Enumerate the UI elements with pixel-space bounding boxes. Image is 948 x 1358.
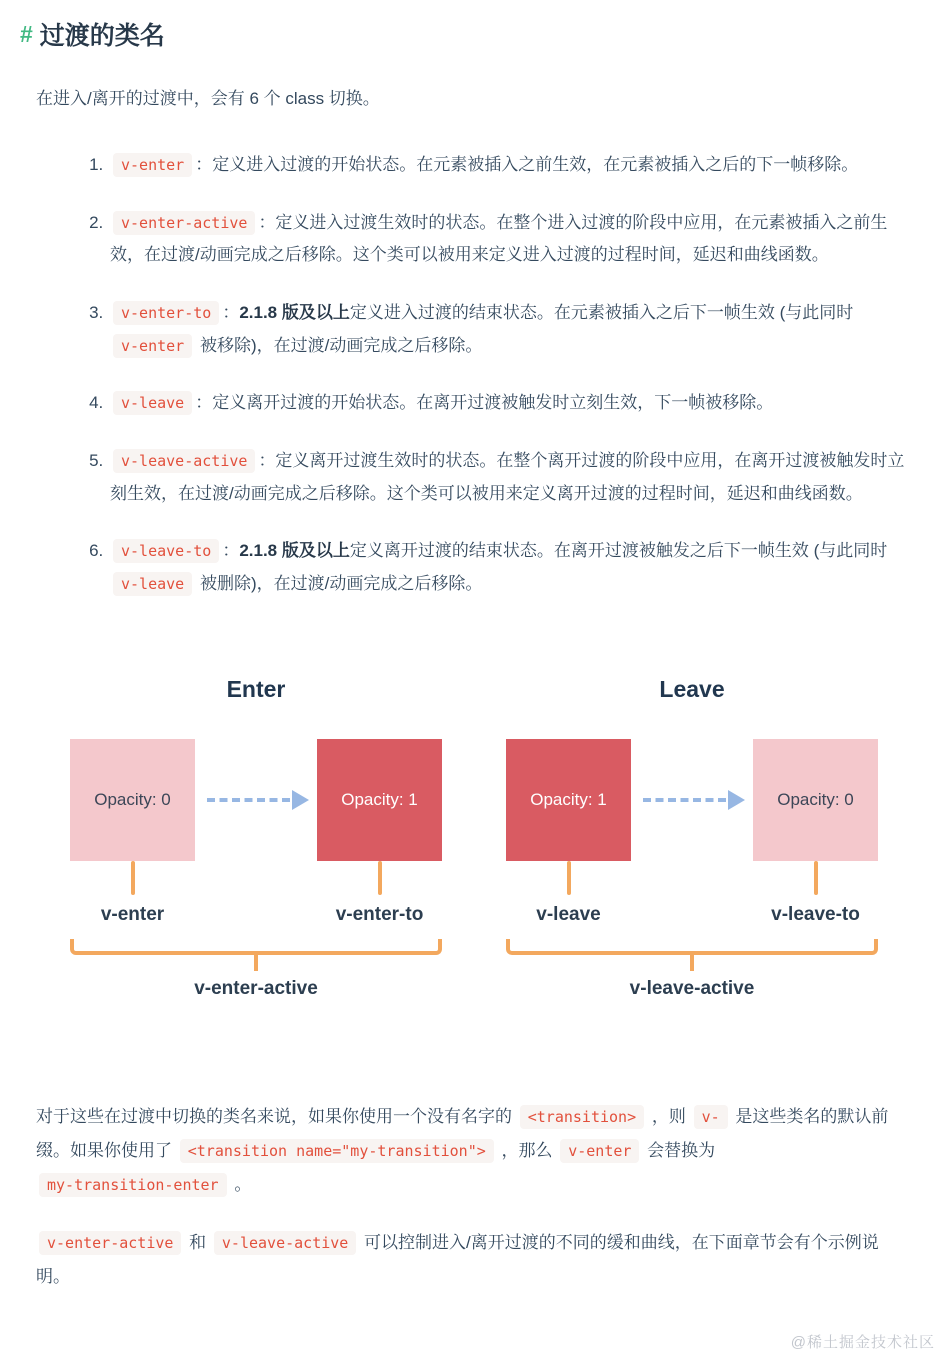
inline-code: v-leave-active bbox=[214, 1231, 356, 1255]
inline-code: <transition name="my-transition"> bbox=[180, 1139, 494, 1163]
leave-end-box-label: Opacity: 0 bbox=[777, 790, 854, 810]
list-item-v-enter: 1. v-enter ：定义进入过渡的开始状态。在元素被插入之前生效，在元素被插入之后的下一帧移除。 bbox=[108, 149, 912, 182]
diagram-group-leave bbox=[506, 676, 878, 1000]
inline-code: v-leave bbox=[113, 391, 192, 415]
bracket-stub bbox=[254, 955, 258, 971]
leave-end-box bbox=[753, 739, 878, 861]
dashed-line bbox=[207, 798, 290, 802]
enter-transition-arrow bbox=[207, 790, 309, 810]
heading-anchor-link[interactable]: # bbox=[20, 20, 33, 47]
diagram-group-enter bbox=[70, 676, 442, 1000]
label-v-enter-active: v-enter-active bbox=[194, 978, 318, 1000]
label-v-enter-to: v-enter-to bbox=[335, 904, 424, 926]
leave-start-box-label: Opacity: 1 bbox=[530, 790, 607, 810]
footer-text-block bbox=[36, 1100, 912, 1294]
page-title-text: 过渡的类名 bbox=[39, 22, 165, 50]
list-item-v-enter-active: 2. v-enter-active ：定义进入过渡生效时的状态。在整个进入过渡的阶段中应用，在元素被插入之前生效，在过渡/动画完成之后移除。这个类可以被用来定义进入过渡的过程时间，延迟和曲线函数。 bbox=[108, 207, 912, 272]
connector-line bbox=[378, 861, 382, 895]
transition-diagram bbox=[36, 676, 912, 1000]
list-item-v-leave-active: 5. v-leave-active ：定义离开过渡生效时的状态。在整个离开过渡的阶段中应用，在离开过渡被触发时立刻生效，在过渡/动画完成之后移除。这个类可以被用来定义离开过渡的过程时间，延迟和曲线函数。 bbox=[108, 445, 912, 510]
inline-code: v-leave-active bbox=[113, 449, 255, 473]
enter-active-bracket bbox=[70, 939, 442, 955]
label-v-enter: v-enter bbox=[100, 904, 165, 926]
connector-line bbox=[814, 861, 818, 895]
intro-paragraph: 在进入/离开的过渡中，会有 6 个 class 切换。 bbox=[36, 89, 380, 108]
connector-line bbox=[131, 861, 135, 895]
inline-code: v-leave-to bbox=[113, 539, 219, 563]
label-v-leave-active: v-leave-active bbox=[629, 978, 755, 1000]
arrowhead-icon bbox=[292, 790, 309, 810]
footer-paragraph-easing-note: v-enter-active 和 v-leave-active 可以控制进入/离开过渡的不同的缓和曲线，在下面章节会有个示例说明。 bbox=[36, 1233, 879, 1287]
list-item-v-enter-to: 3. v-enter-to ：2.1.8 版及以上定义进入过渡的结束状态。在元素被插入之后下一帧生效 (与此同时 v-enter 被移除)，在过渡/动画完成之后移除。 bbox=[108, 297, 912, 362]
diagram-title-leave: Leave bbox=[659, 676, 725, 703]
arrowhead-icon bbox=[728, 790, 745, 810]
enter-start-box-label: Opacity: 0 bbox=[94, 790, 171, 810]
inline-code: v-enter-active bbox=[113, 211, 255, 235]
connector-line bbox=[567, 861, 571, 895]
inline-code: my-transition-enter bbox=[39, 1173, 227, 1197]
inline-code: v-enter-to bbox=[113, 301, 219, 325]
list-item-v-leave-to: 6. v-leave-to ：2.1.8 版及以上定义离开过渡的结束状态。在离开过渡被触发之后下一帧生效 (与此同时 v-leave 被删除)，在过渡/动画完成之后移除。 bbox=[108, 535, 912, 600]
inline-code: v-enter-active bbox=[39, 1231, 181, 1255]
enter-end-box-label: Opacity: 1 bbox=[341, 790, 418, 810]
leave-start-box bbox=[506, 739, 631, 861]
leave-active-bracket bbox=[506, 939, 878, 955]
inline-code: v-enter bbox=[113, 334, 192, 358]
inline-code: v-enter bbox=[113, 153, 192, 177]
transition-class-list bbox=[36, 149, 912, 600]
enter-start-box bbox=[70, 739, 195, 861]
list-item-v-leave: 4. v-leave ：定义离开过渡的开始状态。在离开过渡被触发时立刻生效，下一帧被移除。 bbox=[108, 387, 912, 420]
juejin-watermark: @稀土掘金技术社区 bbox=[790, 1334, 935, 1351]
inline-code: v- bbox=[694, 1105, 728, 1129]
page-title bbox=[20, 16, 912, 52]
dashed-line bbox=[643, 798, 726, 802]
inline-code: <transition> bbox=[520, 1105, 644, 1129]
enter-end-box bbox=[317, 739, 442, 861]
bracket-stub bbox=[690, 955, 694, 971]
inline-code: v-leave bbox=[113, 572, 192, 596]
footer-paragraph-prefix-rule: 对于这些在过渡中切换的类名来说，如果你使用一个没有名字的 <transition> ，则 v- 是这些类名的默认前缀。如果你使用了 <transition name="my-transition"> ，那么 v-enter 会替换为 my-transition-enter 。 bbox=[36, 1100, 912, 1202]
label-v-leave: v-leave bbox=[536, 904, 601, 926]
inline-code: v-enter bbox=[560, 1139, 639, 1163]
leave-transition-arrow bbox=[643, 790, 745, 810]
label-v-leave-to: v-leave-to bbox=[771, 904, 860, 926]
diagram-title-enter: Enter bbox=[226, 676, 286, 703]
